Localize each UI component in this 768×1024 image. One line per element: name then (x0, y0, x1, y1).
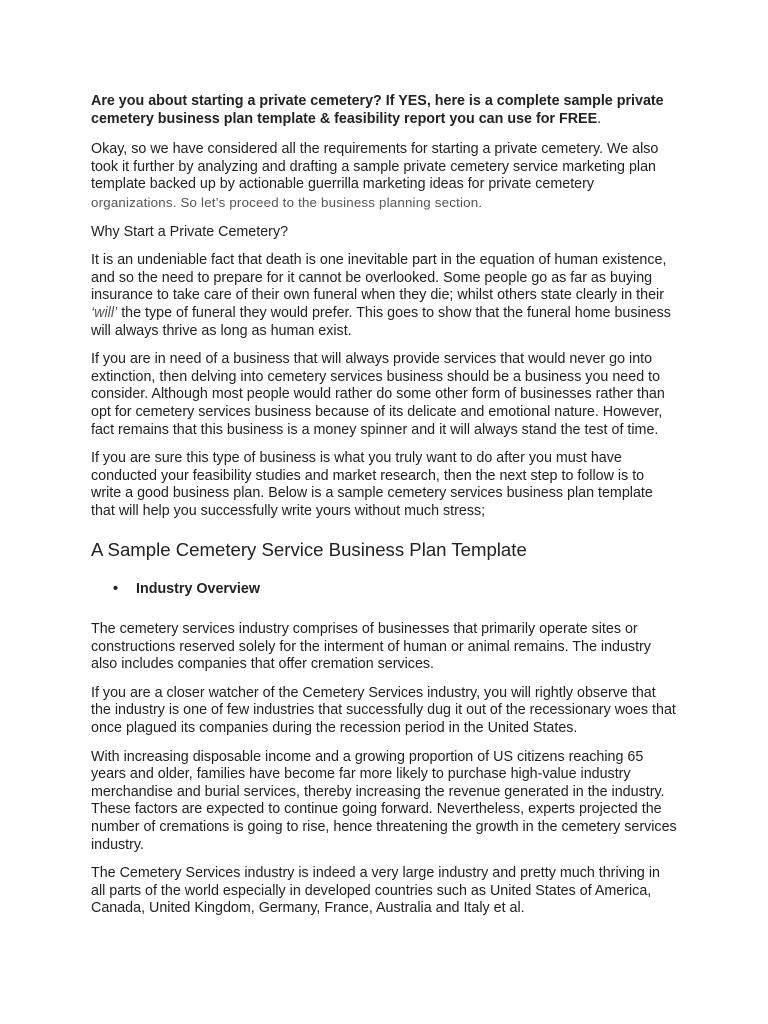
paragraph-death-before: It is an undeniable fact that death is one inevitable part in the equation of human existence, and so the need to prepare for it cannot be overlooked. Some people go as far as buying insurance to take care of their own funeral when they die; whilst others state clearly in their (91, 252, 667, 304)
will-emphasis: ‘will’ (91, 304, 118, 321)
paragraph-requirements (91, 141, 678, 212)
paragraph-global-industry: The Cemetery Services industry is indeed a very large industry and pretty much thriving in all parts of the world especially in developed countries such as United States of America, Canada, United Kingdom, Germany, France, Australia and Italy et al. (91, 865, 660, 917)
paragraph-death-inevitable (91, 252, 678, 340)
paragraph-never-extinct: If you are in need of a business that will always provide services that would never go into extinction, then delving into cemetery services business should be a business you need to consider. Although most people would rather do some other form of businesses rather than opt for cemetery services business because of its delicate and emotional nature. However, fact remains that this business is a money spinner and it will always stand the test of time. (91, 351, 665, 438)
section-title: A Sample Cemetery Service Business Plan Template (91, 539, 527, 561)
intro-paragraph (91, 93, 678, 128)
paragraph-next-step: If you are sure this type of business is what you truly want to do after you must have conducted your feasibility studies and market research, then the next step to follow is to write a good business plan. Below is a sample cemetery services business plan template that will help you successfully write yours without much stress; (91, 450, 653, 519)
intro-tail-text: . (597, 110, 602, 127)
paragraph-requirements-light: organizations. So let’s proceed to the business planning section. (91, 194, 483, 210)
intro-bold-text: Are you about starting a private cemetery? If YES, here is a complete sample private cemetery business plan template & feasibility report you can use for FREE (91, 93, 664, 127)
paragraph-requirements-main: Okay, so we have considered all the requirements for starting a private cemetery. We also took it further by analyzing and drafting a sample private cemetery service marketing plan template backed up by actionable guerrilla marketing ideas for private cemetery (91, 141, 659, 193)
paragraph-disposable-income: With increasing disposable income and a growing proportion of US citizens reaching 65 years and older, families have become far more likely to purchase high-value industry merchandise and burial services, thereby increasing the revenue generated in the industry. These factors are expected to continue going forward. Nevertheless, experts projected the number of cremations is going to rise, hence threatening the growth in the cemetery services industry. (91, 748, 677, 853)
why-start-heading: Why Start a Private Cemetery? (91, 223, 289, 240)
bullet-industry-overview (91, 581, 678, 599)
bullet-label: Industry Overview (136, 581, 260, 598)
paragraph-death-after: the type of funeral they would prefer. This goes to show that the funeral home business will always thrive as long as human exist. (91, 304, 671, 339)
paragraph-recession: If you are a closer watcher of the Cemetery Services industry, you will rightly observe that the industry is one of few industries that successfully dug it out of the recessionary woes that once plagued its companies during the recession period in the United States. (91, 684, 676, 737)
bullet-list (91, 581, 678, 599)
bullet-marker: • (113, 581, 119, 598)
paragraph-industry-definition: The cemetery services industry comprises of businesses that primarily operate sites or constructions reserved solely for the interment of human or animal remains. The industry also includes companies that offer cremation services. (91, 621, 651, 673)
